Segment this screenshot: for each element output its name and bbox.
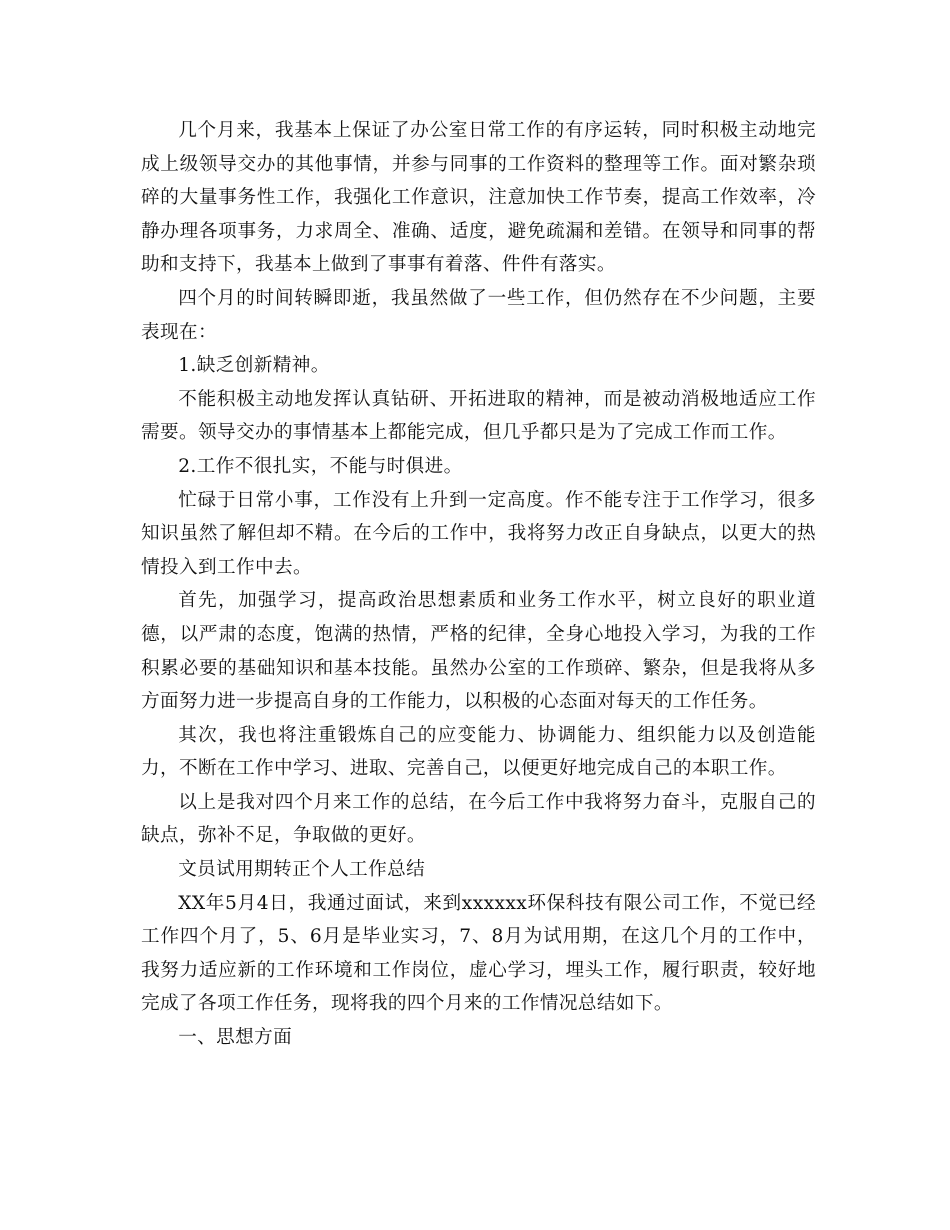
list-item-problem-1: 1.缺乏创新精神。: [178, 355, 330, 377]
paragraph-problems-intro: 四个月的时间转瞬即逝，我虽然做了一些工作，但仍然存在不少问题，主要表现在：: [141, 287, 816, 343]
list-item-problem-2: 2.工作不很扎实，不能与时俱进。: [178, 455, 463, 477]
section-title: 文员试用期转正个人工作总结: [178, 859, 426, 881]
paragraph-first-plan: 首先，加强学习，提高政治思想素质和业务工作水平，树立良好的职业道德，以严肃的态度，饱满的热情，严格的纪律，全身心地投入学习，为我的工作积累必要的基础知识和基本技能。虽然办公室的工作琐碎、繁杂，但是我将从多方面努力进一步提高自身的工作能力，以积极的心态面对每天的工作任务。: [141, 590, 816, 713]
paragraph-intro: XX年5月4日，我通过面试，来到xxxxxx环保科技有限公司工作，不觉已经工作四个月了，5、6月是毕业实习，7、8月为试用期，在这几个月的工作中，我努力适应新的工作环境和工作岗位，虚心学习，埋头工作，履行职责，较好地完成了各项工作任务，现将我的四个月来的工作情况总结如下。: [141, 892, 816, 1015]
paragraph-problem-2-detail: 忙碌于日常小事，工作没有上升到一定高度。作不能专注于工作学习，很多知识虽然了解但却不精。在今后的工作中，我将努力改正自身缺点，以更大的热情投入到工作中去。: [141, 489, 816, 578]
document-body: [141, 114, 816, 1055]
section-heading-thought: 一、思想方面: [178, 1027, 293, 1049]
paragraph-work-summary: 几个月来，我基本上保证了办公室日常工作的有序运转，同时积极主动地完成上级领导交办的其他事情，并参与同事的工作资料的整理等工作。面对繁杂琐碎的大量事务性工作，我强化工作意识，注意加快工作节奏，提高工作效率，冷静办理各项事务，力求周全、准确、适度，避免疏漏和差错。在领导和同事的帮助和支持下，我基本上做到了事事有着落、件件有落实。: [141, 120, 816, 276]
paragraph-problem-1-detail: 不能积极主动地发挥认真钻研、开拓进取的精神，而是被动消极地适应工作需要。领导交办的事情基本上都能完成，但几乎都只是为了完成工作而工作。: [141, 388, 816, 444]
paragraph-second-plan: 其次，我也将注重锻炼自己的应变能力、协调能力、组织能力以及创造能力，不断在工作中学习、进取、完善自己，以便更好地完成自己的本职工作。: [141, 724, 816, 780]
paragraph-conclusion: 以上是我对四个月来工作的总结，在今后工作中我将努力奋斗，克服自己的缺点，弥补不足，争取做的更好。: [141, 791, 816, 847]
